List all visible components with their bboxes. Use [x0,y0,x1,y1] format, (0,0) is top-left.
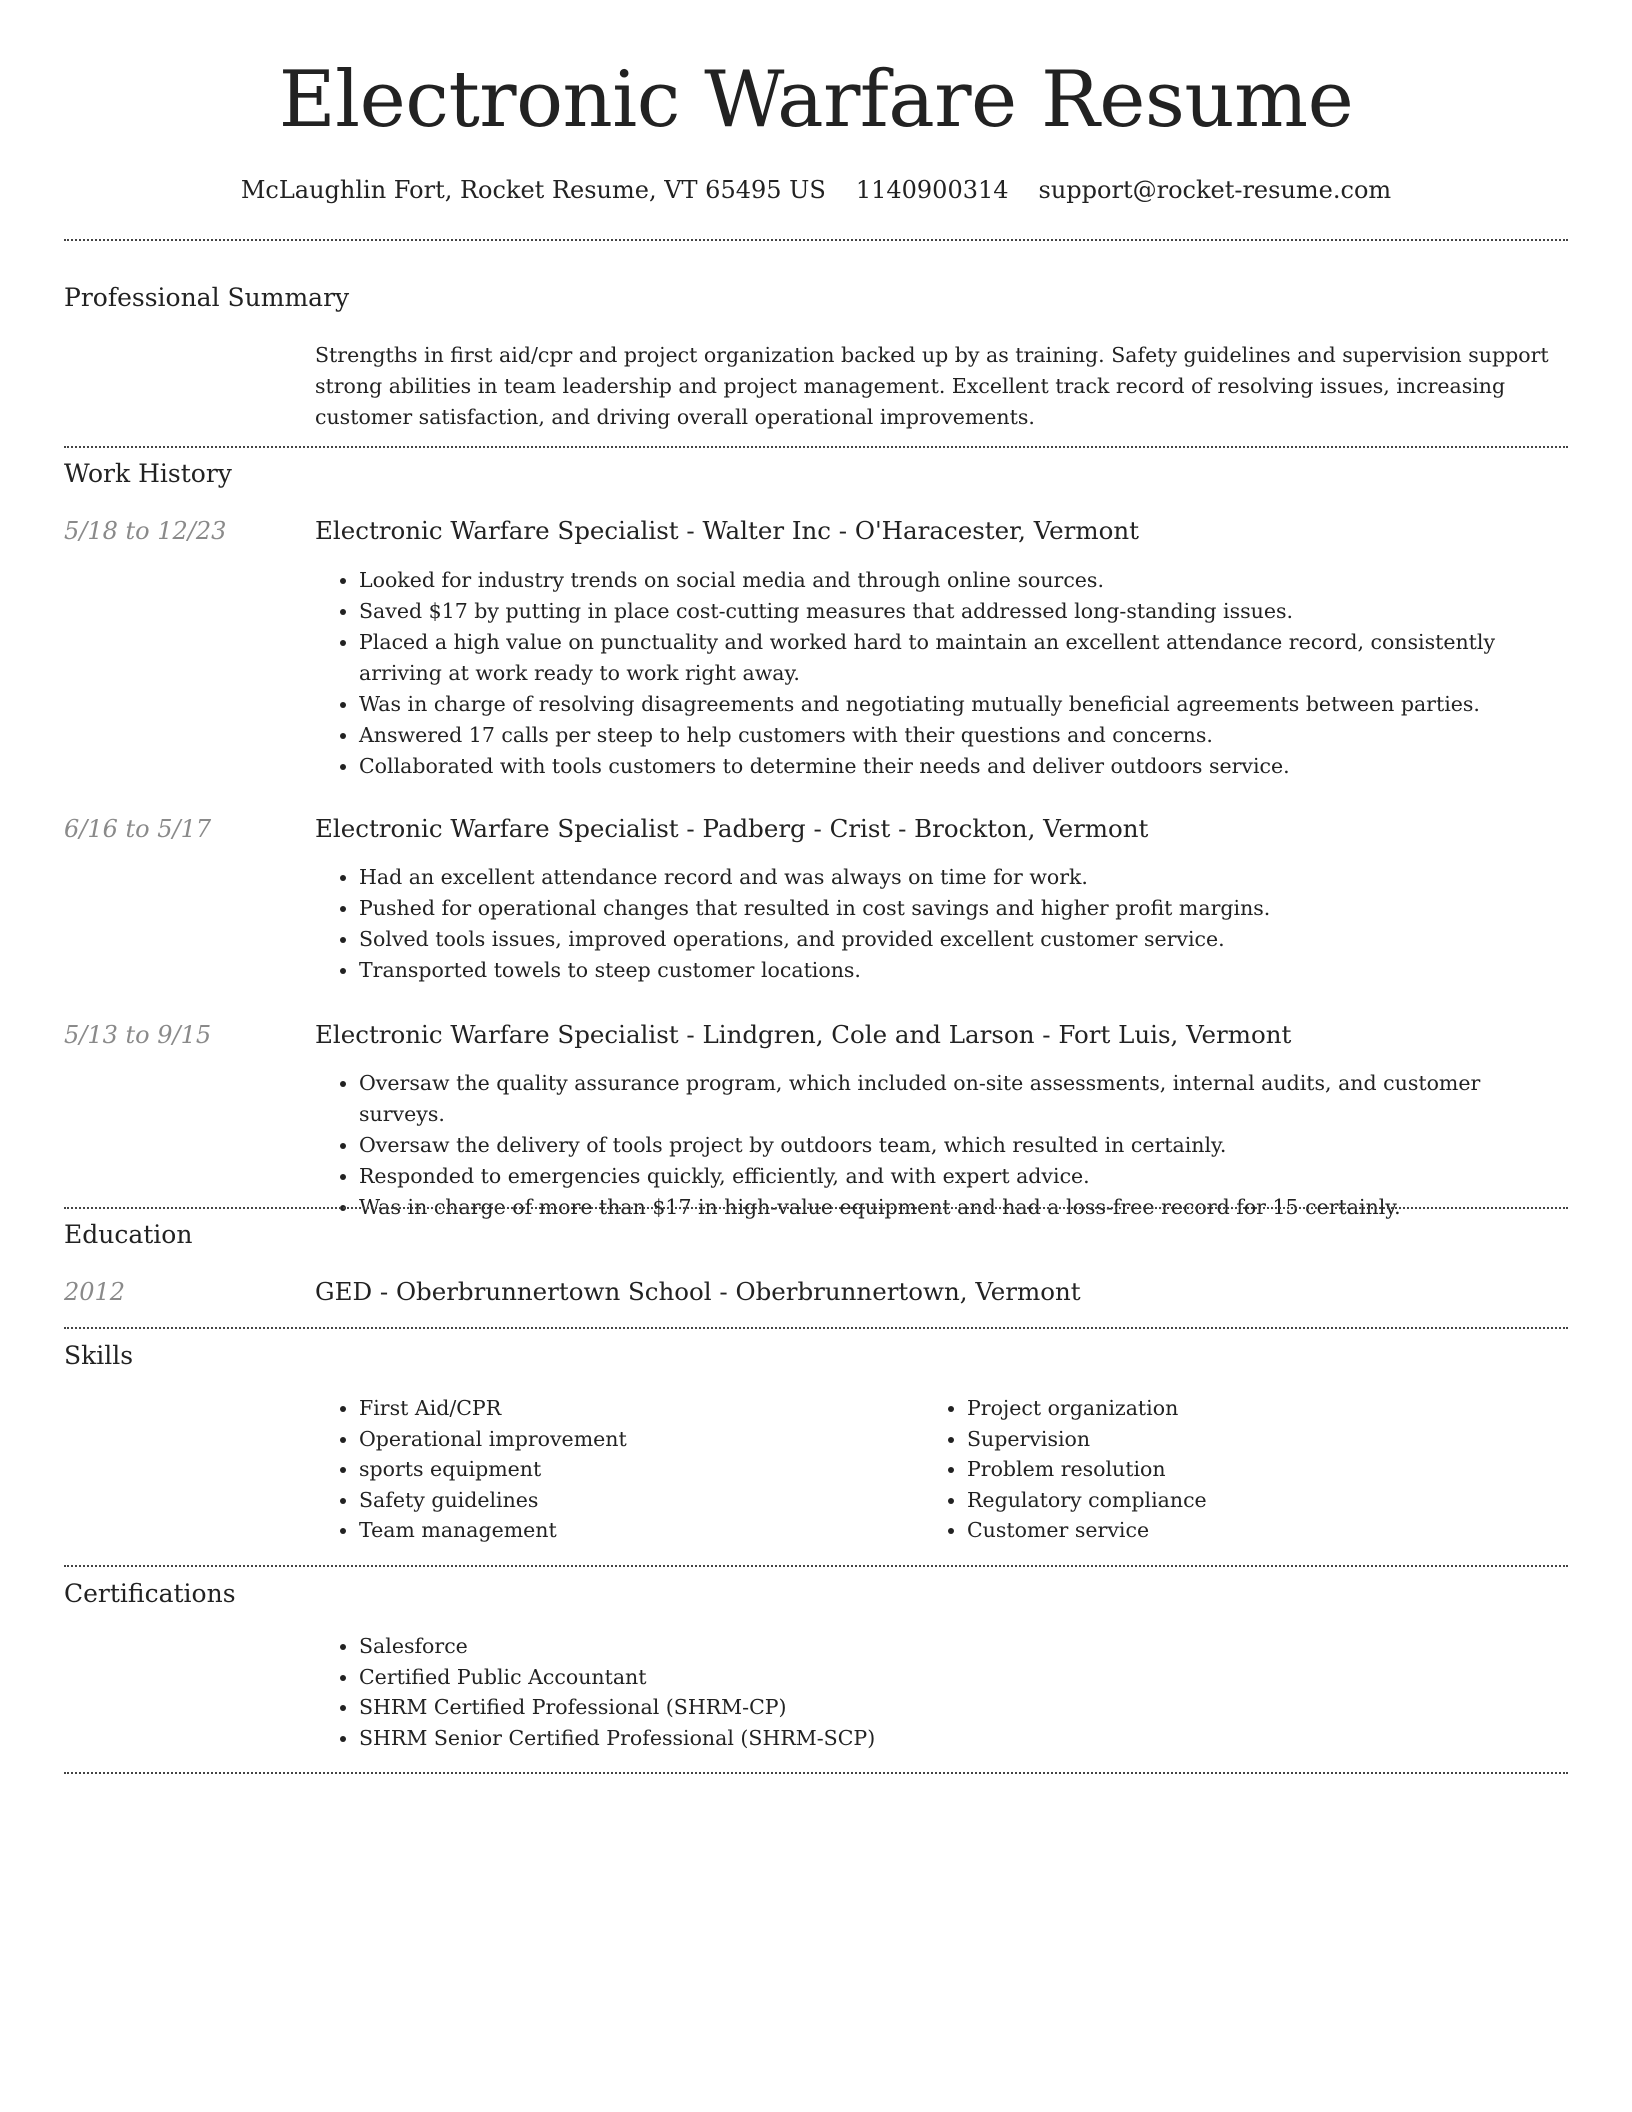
job-title: Electronic Warfare Specialist - Padberg - Crist - Brockton, Vermont [315,814,1149,843]
certification-item: • Certified Public Accountant [359,1662,1315,1693]
divider [64,1207,1568,1209]
contact-address: McLaughlin Fort, Rocket Resume, VT 65495 US [240,176,826,204]
job-bullet: • Was in charge of more than $17 in high-value equipment and had a loss-free record for 15 certainly. [359,1192,1568,1223]
job-bullets [315,1068,1568,1223]
divider [64,446,1568,448]
education-year: 2012 [64,1278,126,1306]
skill-item: • First Aid/CPR [359,1393,915,1424]
job-title: Electronic Warfare Specialist - Lindgren, Cole and Larson - Fort Luis, Vermont [315,1020,1292,1049]
job-bullet: • Saved $17 by putting in place cost-cutting measures that addressed long-standing issues. [359,596,1568,627]
job-bullet: • Answered 17 calls per steep to help customers with their questions and concerns. [359,720,1568,751]
job-dates: 5/18 to 12/23 [64,517,227,545]
certifications-heading: Certifications [64,1579,236,1608]
job-dates: 5/13 to 9/15 [64,1021,212,1049]
job-bullet: • Placed a high value on punctuality and worked hard to maintain an excellent attendance record, consistently arriving at work ready to work right away. [359,627,1568,689]
job-bullet: • Looked for industry trends on social media and through online sources. [359,565,1568,596]
certifications-list [315,1631,1315,1753]
job-dates: 6/16 to 5/17 [64,815,212,843]
job-bullet: • Was in charge of resolving disagreements and negotiating mutually beneficial agreements between parties. [359,689,1568,720]
job-bullet: • Collaborated with tools customers to determine their needs and deliver outdoors service. [359,751,1568,782]
summary-heading: Professional Summary [64,283,350,312]
job-title: Electronic Warfare Specialist - Walter Inc - O'Haracester, Vermont [315,516,1139,545]
divider [64,1327,1568,1329]
certification-item: • Salesforce [359,1631,1315,1662]
contact-email: support@rocket-resume.com [1038,176,1392,204]
job-bullet: • Transported towels to steep customer locations. [359,955,1568,986]
contact-line [0,170,1632,210]
job-bullets [315,862,1568,986]
job-bullet: • Had an excellent attendance record and was always on time for work. [359,862,1568,893]
job-bullet: • Solved tools issues, improved operations, and provided excellent customer service. [359,924,1568,955]
summary-text: Strengths in first aid/cpr and project organization backed up by as training. Safety guidelines and supervision support strong abilities in team leadership and project management. Excellent track record of resolving issues, increasing customer satisfaction, and driving overall operational improvements. [315,343,1549,429]
job-bullet: • Responded to emergencies quickly, efficiently, and with expert advice. [359,1161,1568,1192]
divider [64,239,1568,241]
skill-item: • Safety guidelines [359,1485,915,1516]
education-entry: GED - Oberbrunnertown School - Oberbrunnertown, Vermont [315,1277,1081,1306]
job-bullets [315,565,1568,782]
skill-item: • Team management [359,1515,915,1546]
resume-title: Electronic Warfare Resume [278,55,1354,145]
job-bullet: • Pushed for operational changes that resulted in cost savings and higher profit margins. [359,893,1568,924]
contact-phone: 1140900314 [855,176,1009,204]
work-history-heading: Work History [64,459,232,488]
skill-item: • Project organization [967,1393,1523,1424]
skill-item: • Supervision [967,1424,1523,1455]
job-bullet: • Oversaw the quality assurance program, which included on-site assessments, internal audits, and customer surveys. [359,1068,1568,1130]
job-bullet: • Oversaw the delivery of tools project by outdoors team, which resulted in certainly. [359,1130,1568,1161]
divider [64,1565,1568,1567]
skill-item: • Customer service [967,1515,1523,1546]
education-heading: Education [64,1220,193,1249]
skills-list-left [315,1393,915,1546]
skills-heading: Skills [64,1341,134,1370]
skill-item: • Problem resolution [967,1454,1523,1485]
skill-item: • sports equipment [359,1454,915,1485]
skill-item: • Operational improvement [359,1424,915,1455]
certification-item: • SHRM Certified Professional (SHRM-CP) [359,1692,1315,1723]
divider [64,1772,1568,1774]
skill-item: • Regulatory compliance [967,1485,1523,1516]
certification-item: • SHRM Senior Certified Professional (SHRM-SCP) [359,1723,1315,1754]
skills-list-right [923,1393,1523,1546]
